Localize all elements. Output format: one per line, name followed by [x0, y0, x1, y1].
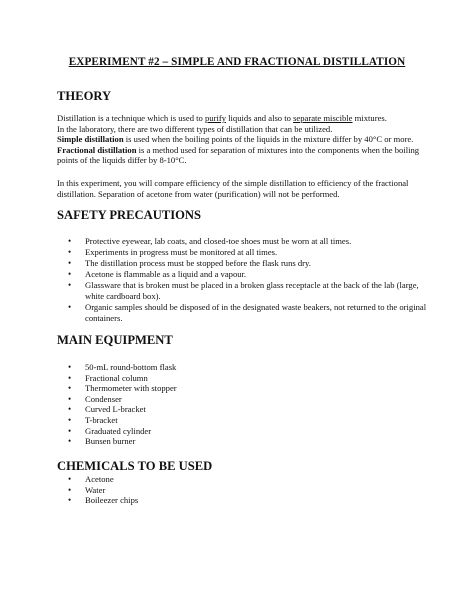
list-item: • 50-mL round-bottom flask	[57, 362, 433, 373]
list-item: • The distillation process must be stopped before the flask runs dry.	[57, 258, 433, 269]
list-item: • Fractional column	[57, 373, 433, 384]
list-item: • Bunsen burner	[57, 436, 433, 447]
theory-text: mixtures.	[352, 113, 387, 123]
chemicals-heading: CHEMICALS TO BE USED	[57, 459, 213, 473]
list-item: • Curved L-bracket	[57, 404, 433, 415]
simple-distillation-term: Simple distillation	[57, 134, 124, 145]
theory-text: Distillation is a technique which is used to	[57, 113, 205, 123]
theory-text: is a method used for separation of mixtures into the components when the boiling points of the liquids differ by 8-10°C.	[57, 144, 420, 166]
theory-paragraph-2: In this experiment, you will compare efficiency of the simple distillation to efficiency of the fractional distillation. Separation of acetone from water (purification) will not be performed.	[57, 178, 409, 199]
safety-list	[57, 236, 433, 324]
list-item: • Thermometer with stopper	[57, 383, 433, 394]
separate-miscible-underlined: separate miscible	[293, 113, 353, 123]
list-item: • Acetone	[57, 474, 433, 485]
equipment-heading: MAIN EQUIPMENT	[57, 333, 173, 347]
theory-text: In the laboratory, there are two different types of distillation that can be utilized.	[57, 123, 333, 134]
theory-text: liquids and also to	[226, 113, 294, 123]
list-item: • Experiments in progress must be monitored at all times.	[57, 247, 433, 258]
list-item: • Water	[57, 485, 433, 496]
list-item: • Graduated cylinder	[57, 426, 433, 437]
list-item: • Condenser	[57, 394, 433, 405]
list-item: • Boileezer chips	[57, 495, 433, 506]
list-item: • Glassware that is broken must be placed in a broken glass receptacle at the back of the lab (large, white cardboard box).	[57, 280, 433, 301]
purify-underlined: purify	[204, 113, 226, 123]
theory-text: is used when the boiling points of the liquids in the mixture differ by 40°C or more.	[123, 134, 414, 145]
list-item: • Organic samples should be disposed of in the designated waste beakers, not returned to the original containers.	[57, 302, 433, 323]
safety-heading: SAFETY PRECAUTIONS	[57, 208, 202, 222]
list-item: • Acetone is flammable as a liquid and a vapour.	[57, 269, 433, 280]
equipment-list	[57, 362, 433, 447]
fractional-distillation-term: Fractional distillation	[57, 144, 137, 155]
theory-heading: THEORY	[57, 89, 112, 103]
document-title: EXPERIMENT #2 – SIMPLE AND FRACTIONAL DISTILLATION	[68, 56, 406, 68]
list-item: • T-bracket	[57, 415, 433, 426]
chemicals-list	[57, 474, 433, 506]
theory-paragraph-1	[57, 113, 427, 166]
list-item: • Protective eyewear, lab coats, and closed-toe shoes must be worn at all times.	[57, 236, 433, 247]
